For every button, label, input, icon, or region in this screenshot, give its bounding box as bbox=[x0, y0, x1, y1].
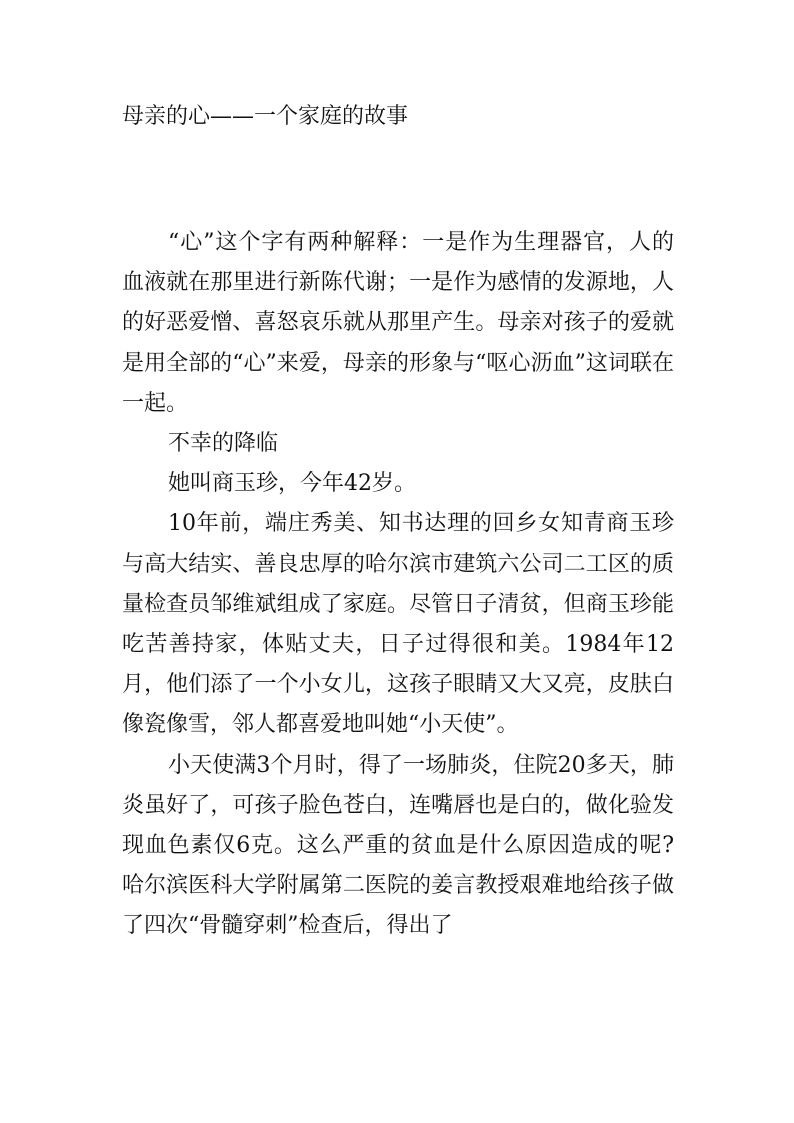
paragraph-family-background: 10年前，端庄秀美、知书达理的回乡女知青商玉珍与高大结实、善良忠厚的哈尔滨市建筑六公司二工区的质量检查员邹维斌组成了家庭。尽管日子清贫，但商玉珍能吃苦善持家，体贴丈夫，日子过得很和美。1984年12月，他们添了一个小女儿，这孩子眼睛又大又亮，皮肤白像瓷像雪，邻人都喜爱地叫她“小天使”。 bbox=[122, 511, 674, 738]
paragraph-introduction: 她叫商玉珍，今年42岁。 bbox=[168, 471, 416, 497]
document-body bbox=[122, 223, 674, 947]
section-heading-misfortune: 不幸的降临 bbox=[168, 431, 279, 457]
paragraph-illness: 小天使满3个月时，得了一场肺炎，住院20多天，肺炎虽好了，可孩子脸色苍白，连嘴唇也是白的，做化验发现血色素仅6克。这么严重的贫血是什么原因造成的呢?哈尔滨医科大学附属第二医院的姜言教授艰难地给孩子做了四次“骨髓穿刺”检查后，得出了 bbox=[122, 752, 674, 939]
paragraph-heart-definition: “心”这个字有两种解释：一是作为生理器官，人的血液就在那里进行新陈代谢；一是作为感情的发源地，人的好恶爱憎、喜怒哀乐就从那里产生。母亲对孩子的爱就是用全部的“心”来爱，母亲的形象与“呕心沥血”这词联在一起。 bbox=[122, 230, 674, 416]
document-title: 母亲的心——一个家庭的故事 bbox=[122, 104, 409, 129]
